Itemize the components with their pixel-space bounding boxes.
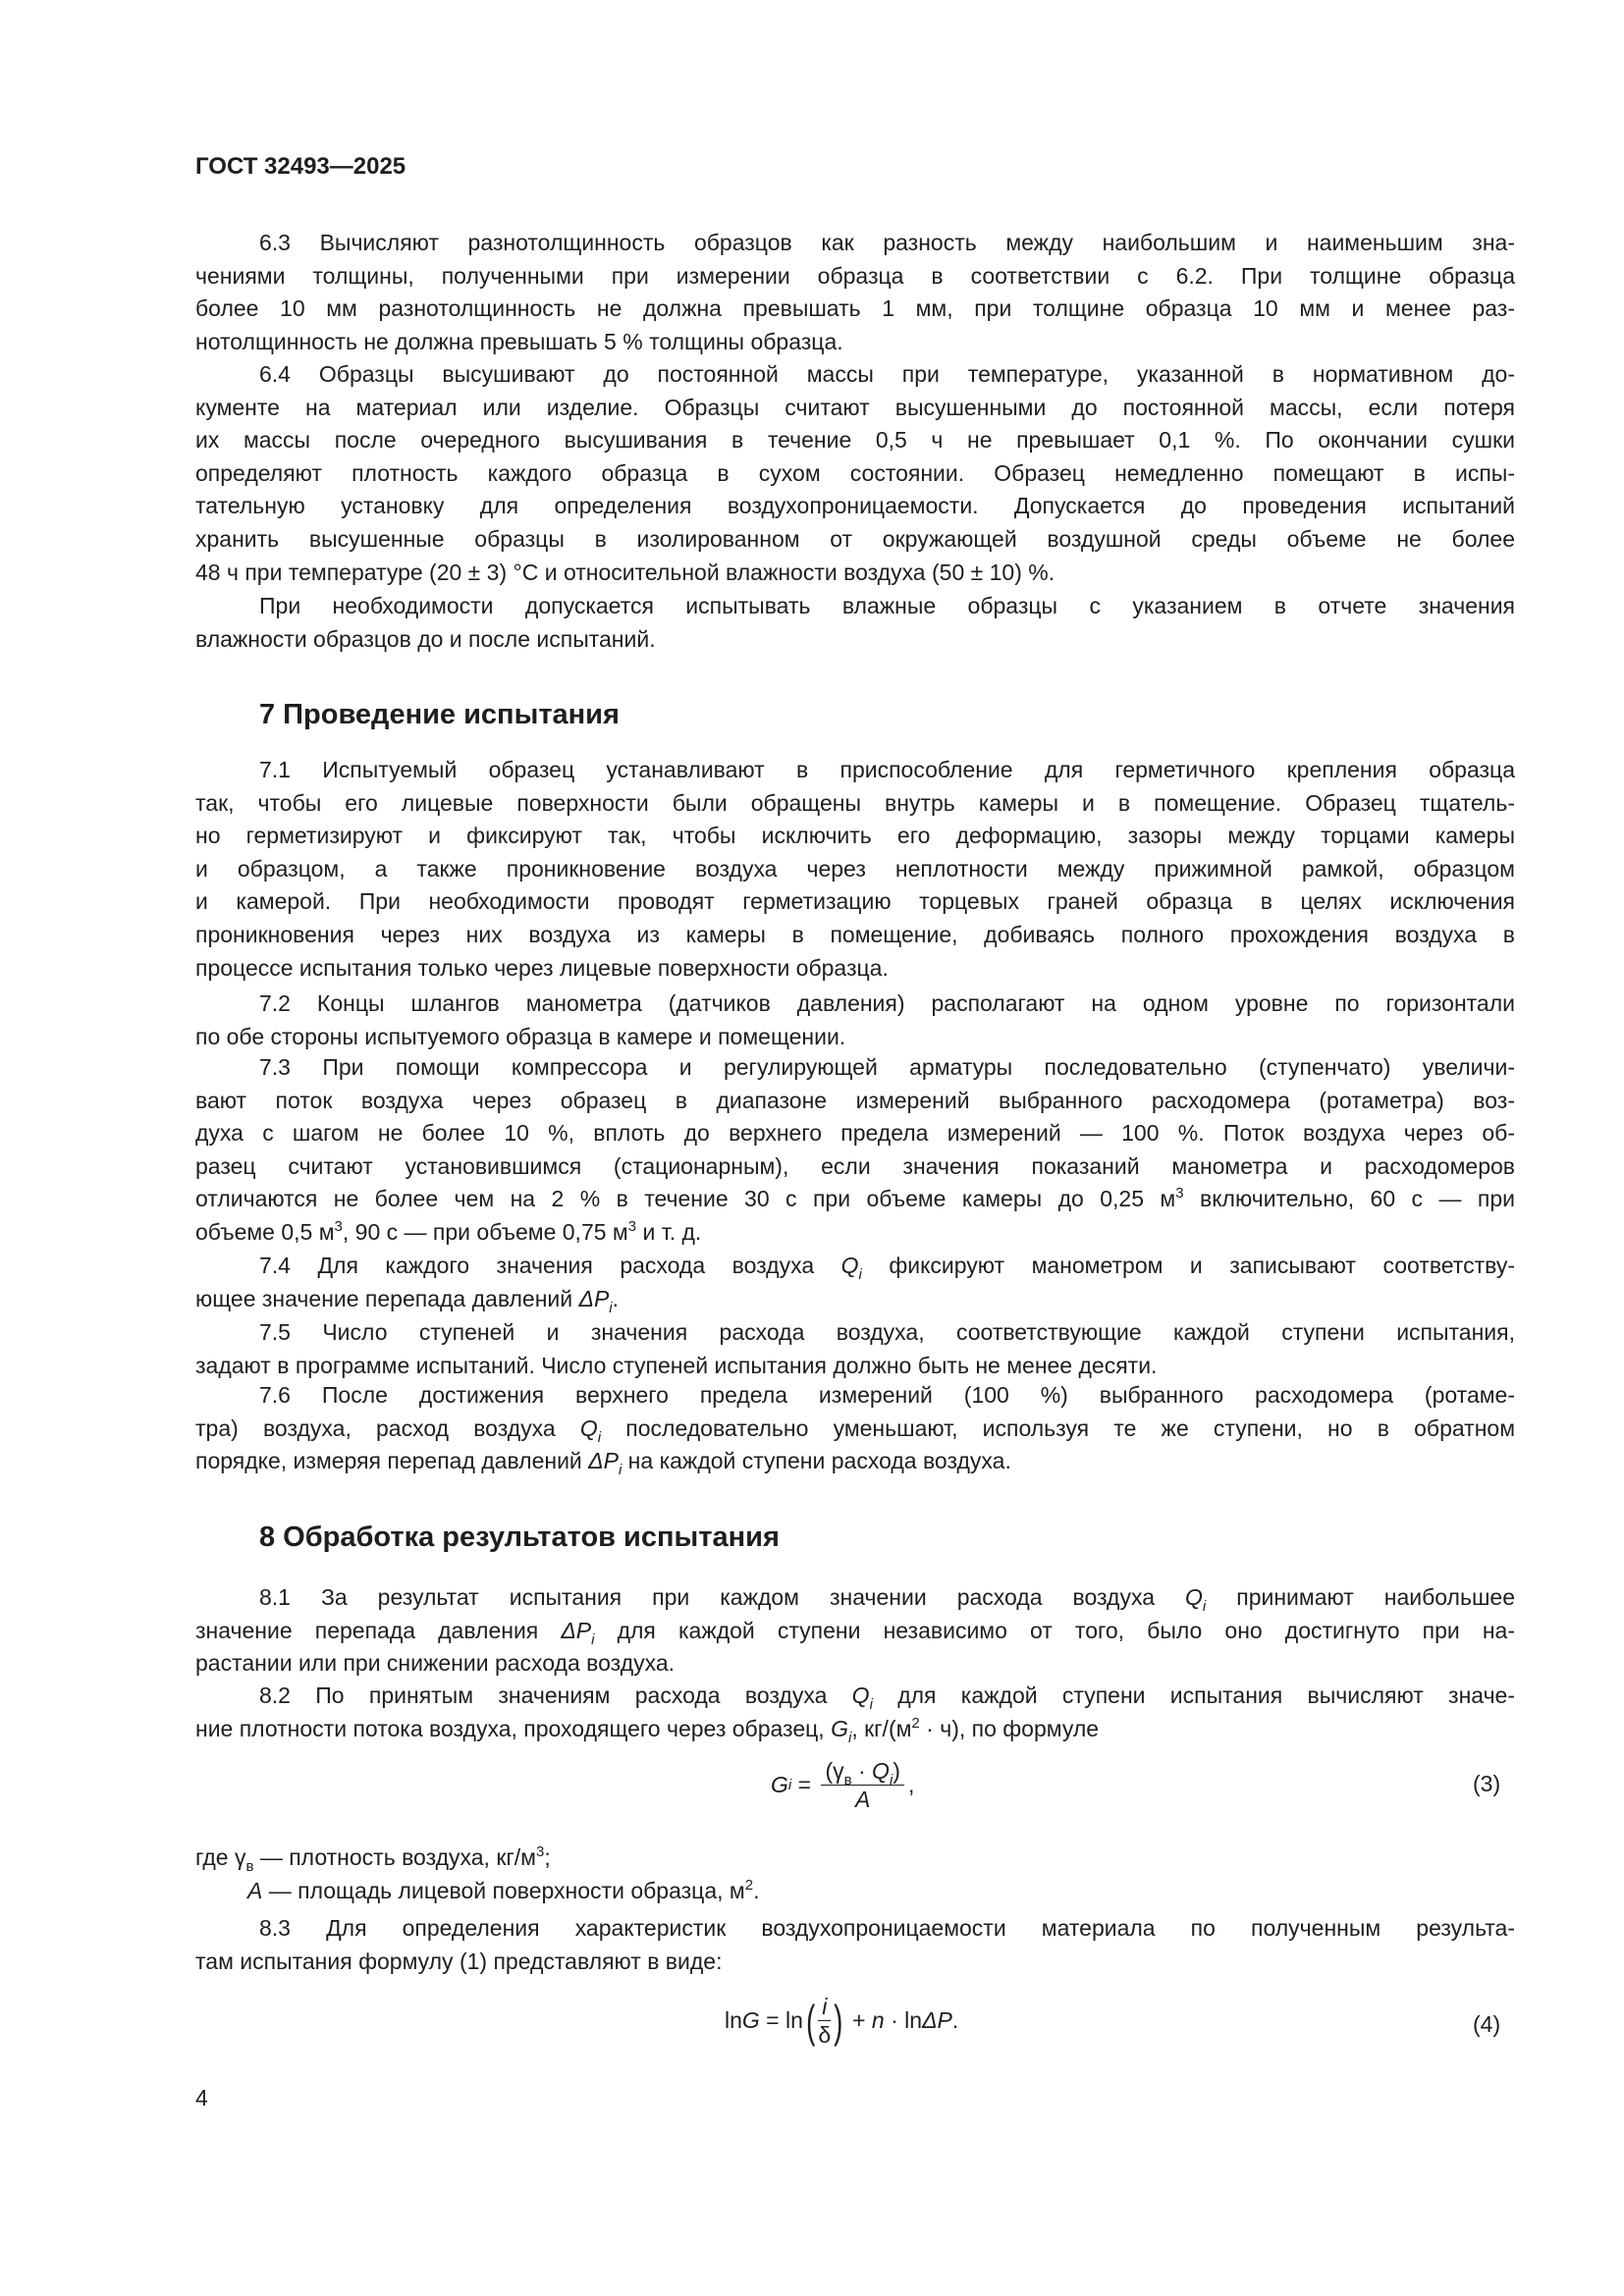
text-run: 7.1 Испытуемый образец устанавливают в приспособление для герметичного крепления образца	[259, 757, 1515, 782]
text-line	[195, 260, 1515, 294]
text-run: нотолщинность не должна превышать 5 % толщины образца.	[195, 328, 843, 354]
text-line	[195, 885, 1515, 919]
paragraph-8-3	[195, 1912, 1515, 1978]
text-run: значение перепада давления	[195, 1617, 562, 1643]
formula-ln: ln	[785, 2007, 803, 2033]
text-line	[195, 1615, 1515, 1648]
text-run: где γ	[195, 1844, 246, 1870]
text-run: определяют плотность каждого образца в сухом состоянии. Образец немедленно помещают в испы-	[195, 459, 1515, 486]
text-run: — площадь лицевой поверхности образца, м	[262, 1878, 745, 1903]
text-run: ;	[544, 1844, 551, 1870]
text-run: последовательно уменьшают, используя те же ступени, но в обратном	[601, 1415, 1516, 1441]
numerator-q-sub: i	[889, 1772, 893, 1789]
text-line	[195, 787, 1515, 821]
text-line	[195, 1350, 1515, 1383]
text-run: более 10 мм разнотолщинность не должна превышать 1 мм, при толщине образца 10 мм и менее раз-	[195, 295, 1515, 322]
formula-plus: +	[845, 2007, 872, 2033]
numerator-q: Q	[872, 1758, 890, 1784]
text-run: задают в программе испытаний. Число ступеней испытания должно быть не менее десяти.	[195, 1352, 1158, 1378]
text-run: 8.1 За результат испытания при каждом значении расхода воздуха	[259, 1584, 1185, 1610]
formula-lhs: G	[771, 1772, 788, 1797]
numerator-close: )	[893, 1758, 900, 1784]
text-run: 48 ч при температуре (20 ± 3) °С и относительной влажности воздуха (50 ± 10) %.	[195, 559, 1056, 585]
superscript: 3	[334, 1217, 343, 1235]
text-run: так, чтобы его лицевые поверхности были обращены внутрь камеры и в помещение. Образец тщатель-	[195, 789, 1515, 816]
paragraph-6-4	[195, 358, 1515, 589]
text-line	[195, 457, 1515, 491]
text-line	[195, 919, 1515, 952]
text-run: — плотность воздуха, кг/м	[253, 1844, 536, 1870]
formula-punct: .	[951, 2007, 959, 2033]
text-line	[195, 1117, 1515, 1150]
math-symbol: Q	[579, 1415, 598, 1441]
document-header: ГОСТ 32493—2025	[195, 153, 406, 180]
text-line	[195, 1150, 1515, 1184]
text-run: тра) воздуха, расход воздуха	[195, 1415, 580, 1441]
subscript: i	[618, 1462, 623, 1479]
text-line	[247, 1875, 1515, 1908]
subscript: i	[1202, 1598, 1207, 1615]
superscript: 3	[536, 1843, 545, 1860]
math-symbol: ΔP	[588, 1448, 619, 1474]
where-area	[247, 1875, 1515, 1908]
text-line	[195, 1379, 1515, 1413]
formula-4	[725, 1993, 958, 2049]
math-symbol: Q	[840, 1253, 859, 1278]
formula-g: G	[741, 2007, 760, 2033]
text-run: 7.2 Концы шлангов манометра (датчиков давления) располагают на одном уровне по горизонтали	[259, 990, 1515, 1016]
text-run: .	[753, 1878, 760, 1903]
text-line	[195, 952, 1515, 986]
text-run: отличаются не более чем на 2 % в течение 30 с при объеме камеры до 0,25 м	[195, 1186, 1176, 1212]
text-line	[195, 853, 1515, 886]
text-line	[195, 1085, 1515, 1118]
text-line	[195, 490, 1515, 523]
text-line	[195, 1842, 1515, 1875]
math-symbol: Q	[1185, 1584, 1203, 1610]
subscript: i	[597, 1428, 602, 1446]
text-line	[195, 623, 1515, 657]
text-run: и т. д.	[636, 1218, 702, 1245]
formula-fraction	[821, 1757, 904, 1813]
text-line	[195, 1216, 1515, 1250]
text-run: кументе на материал или изделие. Образцы считают высушенными до постоянной массы, если потеря	[195, 394, 1515, 420]
formula-denominator: δ	[818, 2022, 832, 2048]
text-line	[195, 557, 1515, 590]
text-run: , 90 с — при объеме 0,75 м	[342, 1218, 628, 1245]
text-run: 7.6 После достижения верхнего предела измерений (100 %) выбранного расходомера (ротаме-	[259, 1382, 1515, 1408]
formula-denominator: A	[855, 1787, 871, 1812]
text-line	[195, 754, 1515, 787]
paragraph-7-3	[195, 1051, 1515, 1250]
subscript: i	[609, 1299, 613, 1316]
text-line	[195, 227, 1515, 260]
text-line	[195, 1183, 1515, 1216]
text-run: для каждой ступени независимо от того, было оно достигнуто при на-	[594, 1617, 1516, 1643]
page-number: 4	[195, 2085, 208, 2110]
superscript: 3	[627, 1217, 637, 1235]
text-line	[195, 1581, 1515, 1615]
text-line	[195, 988, 1515, 1021]
formula-3: G i = $\frac{(\gamma_в \cdot Q_i)}{A}$ ,	[771, 1758, 915, 1812]
paragraph-8-2	[195, 1680, 1515, 1745]
text-line	[195, 1912, 1515, 1946]
text-line	[195, 1021, 1515, 1054]
formula-paren-open: (	[805, 1995, 816, 2047]
text-run: 7.3 При помощи компрессора и регулирующей арматуры последовательно (ступенчато) увеличи-	[259, 1054, 1515, 1080]
formula-paren-close: )	[834, 1995, 843, 2047]
text-run: по обе стороны испытуемого образца в камере и помещении.	[195, 1023, 846, 1049]
text-run: 6.4 Образцы высушивают до постоянной массы при температуре, указанной в нормативном до-	[259, 361, 1515, 387]
text-line	[195, 1445, 1515, 1478]
text-line	[195, 358, 1515, 392]
section-heading-8: 8 Обработка результатов испытания	[259, 1522, 780, 1553]
text-run: там испытания формулу (1) представляют в виде:	[195, 1948, 723, 1974]
subscript: в	[245, 1858, 254, 1875]
text-line	[195, 1713, 1515, 1746]
text-run: тательную установку для определения воздухопроницаемости. Допускается до проведения испытаний	[195, 493, 1515, 519]
text-line	[195, 326, 1515, 359]
numerator-gamma-sub: в	[843, 1772, 852, 1789]
text-run: ющее значение перепада давлений	[195, 1285, 579, 1311]
text-line	[195, 523, 1515, 557]
text-run: вают поток воздуха через образец в диапазоне измерений выбранного расходомера (ротаметра) воз-	[195, 1087, 1515, 1113]
formula-punct: ,	[907, 1772, 915, 1797]
formula-numerator	[821, 1757, 904, 1789]
paragraph-7-6	[195, 1379, 1515, 1478]
text-run: .	[612, 1285, 620, 1311]
text-line	[195, 1316, 1515, 1350]
paragraph-7-2	[195, 988, 1515, 1053]
section-heading-7: 7 Проведение испытания	[259, 699, 620, 730]
text-line	[195, 1680, 1515, 1713]
text-line	[195, 1283, 1515, 1316]
text-run: ние плотности потока воздуха, проходящего через образец,	[195, 1715, 832, 1741]
text-line	[195, 392, 1515, 425]
text-line	[195, 1051, 1515, 1085]
formula-equals: =	[759, 2007, 786, 2033]
text-line	[195, 820, 1515, 853]
superscript: 2	[911, 1714, 920, 1732]
math-symbol: ΔP	[578, 1285, 610, 1311]
text-run: духа с шагом не более 10 %, вплоть до верхнего предела измерений — 100 %. Поток воздуха через об-	[195, 1120, 1515, 1147]
text-run: 8.3 Для определения характеристик воздухопроницаемости материала по полученным результа-	[259, 1915, 1515, 1941]
text-run: , кг/(м	[851, 1715, 912, 1741]
text-run: но герметизируют и фиксируют так, чтобы исключить его деформацию, зазоры между торцами камеры	[195, 823, 1515, 849]
formula-delta-p: ΔP	[922, 2007, 952, 2033]
formula-3-number: (3)	[1473, 1771, 1501, 1796]
text-line	[195, 424, 1515, 457]
formula-n: n	[871, 2007, 885, 2033]
text-line	[195, 1647, 1515, 1681]
superscript: 2	[744, 1877, 754, 1894]
subscript: i	[591, 1630, 595, 1648]
text-line	[195, 1946, 1515, 1979]
formula-equals: =	[791, 1772, 818, 1797]
formula-numerator: i	[818, 1993, 831, 2021]
math-symbol: G	[831, 1715, 848, 1741]
numerator-dot: ·	[851, 1758, 873, 1784]
text-run: фиксируют манометром и записывают соответству-	[861, 1253, 1515, 1278]
text-run: чениями толщины, полученными при измерении образца в соответствии с 6.2. При толщине образца	[195, 262, 1515, 289]
subscript: i	[847, 1729, 852, 1746]
subscript: i	[869, 1696, 873, 1713]
text-run: влажности образцов до и после испытаний.	[195, 625, 656, 652]
text-run: процессе испытания только через лицевые поверхности образца.	[195, 954, 889, 981]
paragraph-7-4	[195, 1250, 1515, 1315]
text-run: проникновения через них воздуха из камеры в помещение, добиваясь полного прохождения воздуха в	[195, 921, 1515, 947]
formula-fraction	[818, 1993, 831, 2049]
text-run: объеме 0,5 м	[195, 1218, 335, 1245]
text-run: 6.3 Вычисляют разнотолщинность образцов как разность между наибольшим и наименьшим зна-	[259, 230, 1515, 255]
text-line	[195, 590, 1515, 623]
text-run: порядке, измеряя перепад давлений	[195, 1448, 589, 1474]
text-run: · ч), по формуле	[919, 1715, 1100, 1741]
math-symbol: Q	[851, 1682, 870, 1708]
paragraph-6-3	[195, 227, 1515, 358]
text-run: и камерой. При необходимости проводят герметизацию торцевых граней образца в целях исключения	[195, 888, 1515, 915]
formula-dot-ln: · ln	[884, 2007, 923, 2033]
formula-4-number: (4)	[1473, 2011, 1501, 2037]
paragraph-6-4-note	[195, 590, 1515, 656]
numerator-gamma: (γ	[825, 1758, 844, 1784]
text-run: хранить высушенные образцы в изолированном от окружающей воздушной среды объеме не более	[195, 525, 1515, 552]
paragraph-7-5	[195, 1316, 1515, 1382]
text-run: 7.5 Число ступеней и значения расхода воздуха, соответствующие каждой ступени испытания,	[259, 1319, 1515, 1345]
text-run: принимают наибольшее	[1206, 1584, 1515, 1610]
text-line	[195, 1413, 1515, 1446]
superscript: 3	[1175, 1185, 1184, 1202]
text-run: 7.4 Для каждого значения расхода воздуха	[259, 1253, 841, 1278]
text-run: включительно, 60 с — при	[1183, 1186, 1515, 1212]
text-line	[195, 293, 1515, 326]
text-run: 8.2 По принятым значениям расхода воздуха	[259, 1682, 852, 1708]
text-run: их массы после очередного высушивания в течение 0,5 ч не превышает 0,1 %. По окончании сушки	[195, 427, 1515, 454]
paragraph-8-1	[195, 1581, 1515, 1681]
paragraph-7-1	[195, 754, 1515, 985]
text-run: для каждой ступени испытания вычисляют значе-	[872, 1682, 1516, 1708]
subscript: i	[858, 1266, 862, 1283]
math-symbol: A	[247, 1878, 263, 1903]
math-symbol: ΔP	[561, 1617, 592, 1643]
text-run: и образцом, а также проникновение воздуха через неплотности между прижимной рамкой, образцом	[195, 855, 1515, 881]
text-run: разец считают установившимся (стационарным), если значения показаний манометра и расходомеров	[195, 1152, 1515, 1179]
text-line	[195, 1250, 1515, 1283]
where-gamma	[195, 1842, 1515, 1875]
formula-ln: ln	[725, 2007, 742, 2033]
text-run: При необходимости допускается испытывать влажные образцы с указанием в отчете значения	[259, 593, 1515, 618]
text-run: на каждой ступени расхода воздуха.	[622, 1448, 1011, 1474]
text-run: растании или при снижении расхода воздуха.	[195, 1650, 676, 1677]
